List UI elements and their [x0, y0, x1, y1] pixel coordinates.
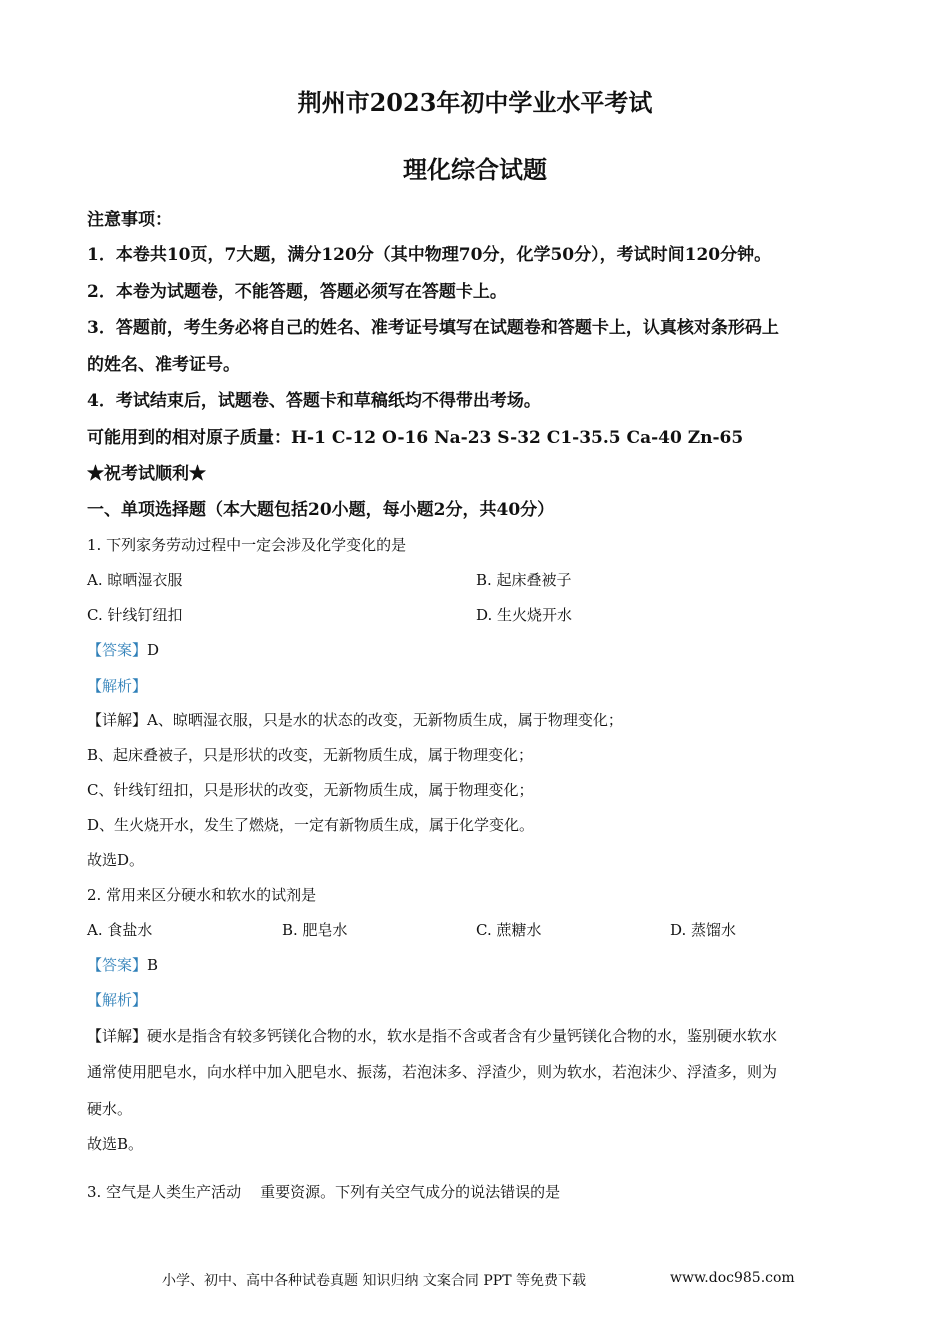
q1-option-d: D. 生火烧开水: [476, 606, 573, 624]
answer-tag: 【答案】: [87, 641, 148, 659]
notice-item-3: 3．答题前，考生务必将自己的姓名、准考证号填写在试题卷和答题卡上，认真核对条形码上: [87, 318, 779, 338]
q1-option-a: A. 晾晒湿衣服: [87, 571, 183, 589]
q1-detail-line-1: [87, 709, 623, 730]
detail-text: A、晾晒湿衣服，只是水的状态的改变，无新物质生成，属于物理变化；: [147, 711, 623, 729]
q3-stem-part-1: 3. 空气是人类生产活动: [87, 1183, 242, 1201]
wish-line: ★祝考试顺利★: [87, 464, 206, 484]
q2-detail-line-2: 通常使用肥皂水，向水样中加入肥皂水、振荡，若泡沫多、浮渣少，则为软水，若泡沫少、浮渣多，则为: [87, 1063, 778, 1081]
atomic-mass-line: 可能用到的相对原子质量：H-1 C-12 O-16 Na-23 S-32 C1-35.5 Ca-40 Zn-65: [87, 428, 744, 448]
q3-stem-part-2: 重要资源。下列有关空气成分的说法错误的是: [260, 1183, 561, 1201]
q1-detail-line-4: D、生火烧开水，发生了燃烧，一定有新物质生成，属于化学变化。: [87, 816, 535, 834]
q1-answer: [87, 639, 159, 660]
q1-detail-line-3: C、针线钉纽扣，只是形状的改变，无新物质生成，属于物理变化；: [87, 781, 534, 799]
q1-conclusion: 故选D。: [87, 851, 145, 869]
q2-option-b: B. 肥皂水: [282, 921, 348, 939]
q2-detail-line-1: [87, 1025, 777, 1046]
notice-heading: 注意事项：: [87, 210, 172, 230]
q1-stem: 1. 下列家务劳动过程中一定会涉及化学变化的是: [87, 536, 407, 554]
page-subtitle: 理化综合试题: [403, 155, 547, 184]
q2-analysis-tag: 【解析】: [87, 991, 148, 1009]
footer-text: 小学、初中、高中各种试卷真题 知识归纳 文案合同 PPT 等免费下载: [162, 1273, 586, 1289]
notice-item-4: 4．考试结束后，试题卷、答题卡和草稿纸均不得带出考场。: [87, 391, 541, 411]
q3-stem: [87, 1181, 560, 1202]
answer-value: B: [147, 956, 159, 974]
notice-item-2: 2．本卷为试题卷，不能答题，答题必须写在答题卡上。: [87, 282, 507, 302]
q1-analysis-tag: 【解析】: [87, 677, 148, 695]
detail-tag: 【详解】: [87, 1027, 148, 1045]
q2-detail-line-3: 硬水。: [87, 1100, 133, 1118]
detail-text: 硬水是指含有较多钙镁化合物的水，软水是指不含或者含有少量钙镁化合物的水，鉴别硬水软水: [147, 1027, 778, 1045]
q2-option-c: C. 蔗糖水: [476, 921, 542, 939]
q1-option-c: C. 针线钉纽扣: [87, 606, 183, 624]
q1-detail-line-2: B、起床叠被子，只是形状的改变，无新物质生成，属于物理变化；: [87, 746, 534, 764]
q1-option-b: B. 起床叠被子: [476, 571, 572, 589]
q2-option-d: D. 蒸馏水: [670, 921, 737, 939]
detail-tag: 【详解】: [87, 711, 148, 729]
q2-answer: [87, 954, 158, 975]
answer-value: D: [147, 641, 160, 659]
section-heading: 一、单项选择题（本大题包括20小题，每小题2分，共40分）: [87, 500, 555, 520]
q2-stem: 2. 常用来区分硬水和软水的试剂是: [87, 886, 317, 904]
notice-item-1: 1．本卷共10页，7大题，满分120分（其中物理70分，化学50分），考试时间120分钟。: [87, 245, 772, 265]
page-title: 荆州市2023年初中学业水平考试: [297, 88, 653, 117]
q2-option-a: A. 食盐水: [87, 921, 153, 939]
q2-conclusion: 故选B。: [87, 1135, 144, 1153]
answer-tag: 【答案】: [87, 956, 148, 974]
notice-item-3-cont: 的姓名、准考证号。: [87, 355, 240, 375]
footer-link[interactable]: www.doc985.com: [670, 1270, 795, 1286]
